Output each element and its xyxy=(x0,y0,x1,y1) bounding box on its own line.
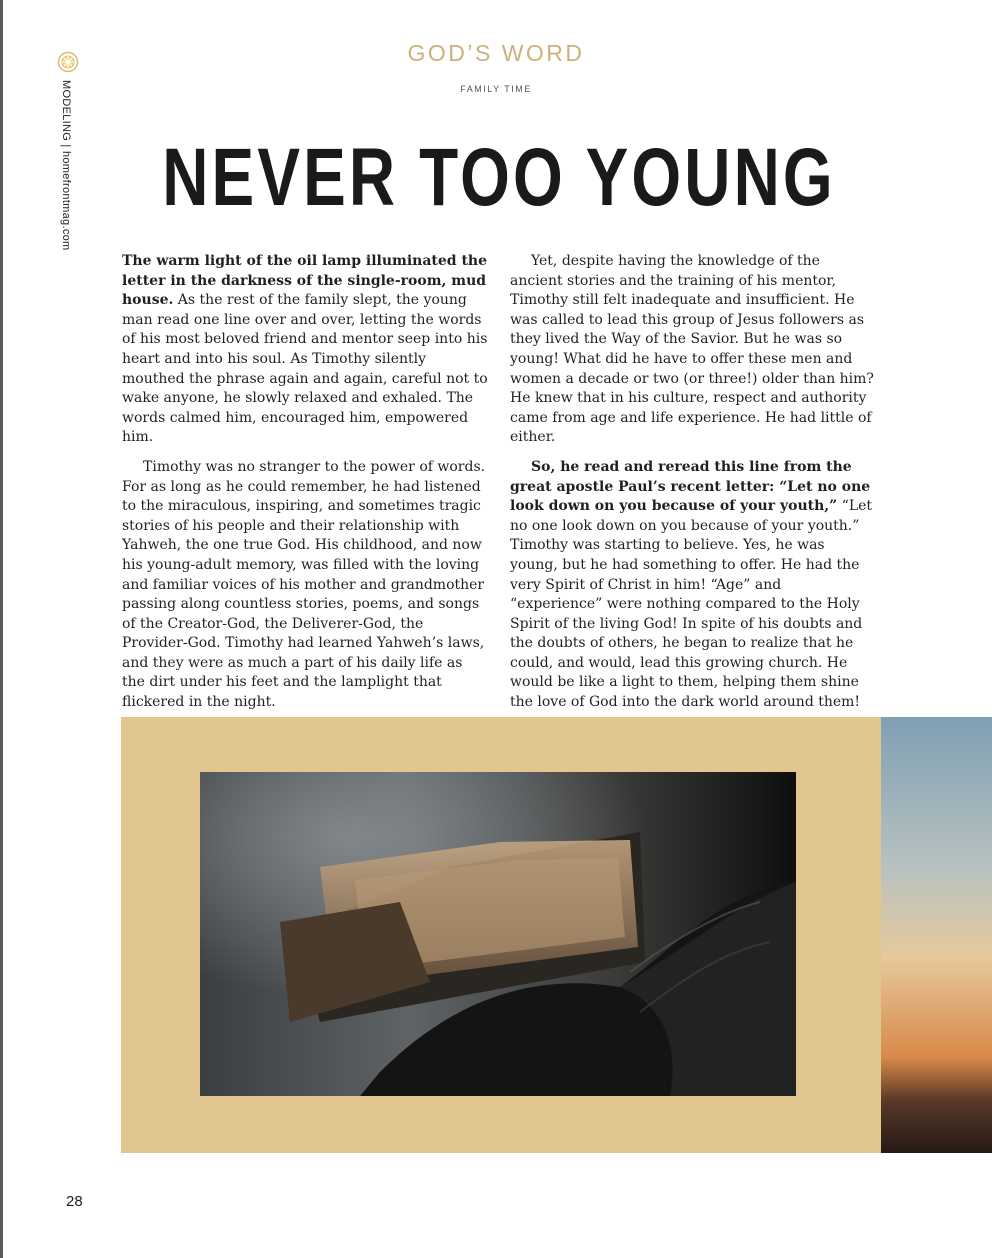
column-right xyxy=(510,252,876,723)
lead-in: The warm light of the oil lamp illuminated the letter in the darkness of the single-room, mud house. xyxy=(122,253,487,309)
article-headline: NEVER TOO YOUNG xyxy=(162,132,836,223)
page-number: 28 xyxy=(66,1193,83,1210)
sunset-photo xyxy=(881,717,992,1153)
section-title: GOD’S WORD xyxy=(407,40,585,66)
side-running-head: MODELING | homefrontmag.com xyxy=(60,80,72,251)
kicker: FAMILY TIME xyxy=(460,84,532,94)
page-edge xyxy=(0,0,3,1258)
paragraph: Yet, despite having the knowledge of the ancient stories and the training of his mentor, Timothy still felt inadequate and insufficient. He was called to lead this group of Jesus followers as they lived the Way of the Savior. But he was so young! What did he have to offer these men and women a decade or two (or three!) older than him? He knew that in his culture, respect and authority came from age and life experience. He had little of either. xyxy=(510,253,874,446)
quote-lead: So, he read and reread this line from the great apostle Paul’s recent letter: “Let no one look down on you because of your youth,” xyxy=(510,458,871,515)
paragraph-text: As the rest of the family slept, the young man read one line over and over, letting the words of his most beloved friend and mentor seep into his heart and into his soul. As Timothy silently mouthed the phrase again and again, careful not to wake anyone, he slowly relaxed and exhaled. The words calmed him, encouraged him, empowered him. xyxy=(122,292,488,446)
paragraph xyxy=(122,252,488,448)
open-book-photo xyxy=(200,772,796,1096)
paragraph-text: “Let no one look down on you because of your youth.” Timothy was starting to believe. Yes, he was young, but he had something to offer. He had the very Spirit of Christ in him! “Age” and “experience” were nothing compared to the Holy Spirit of the living God! In spite of his doubts and the doubts of others, he began to realize that he could, and would, lead this growing church. He would be like a light to them, helping them shine the love of God into the dark world around them! xyxy=(510,498,873,711)
paragraph xyxy=(510,458,876,713)
column-left xyxy=(122,252,488,723)
paragraph: Timothy was no stranger to the power of words. For as long as he could remember, he had listened to the miraculous, inspiring, and sometimes tragic stories of his people and their relationship with Yahweh, the one true God. His childhood, and now his young-adult memory, was filled with the loving and familiar voices of his mother and grandmother passing along countless stories, poems, and songs of the Creator-God, the Deliverer-God, the Provider-God. Timothy had learned Yahweh’s laws, and they were as much a part of his daily life as the dirt under his feet and the lamplight that flickered in the night. xyxy=(122,458,486,711)
